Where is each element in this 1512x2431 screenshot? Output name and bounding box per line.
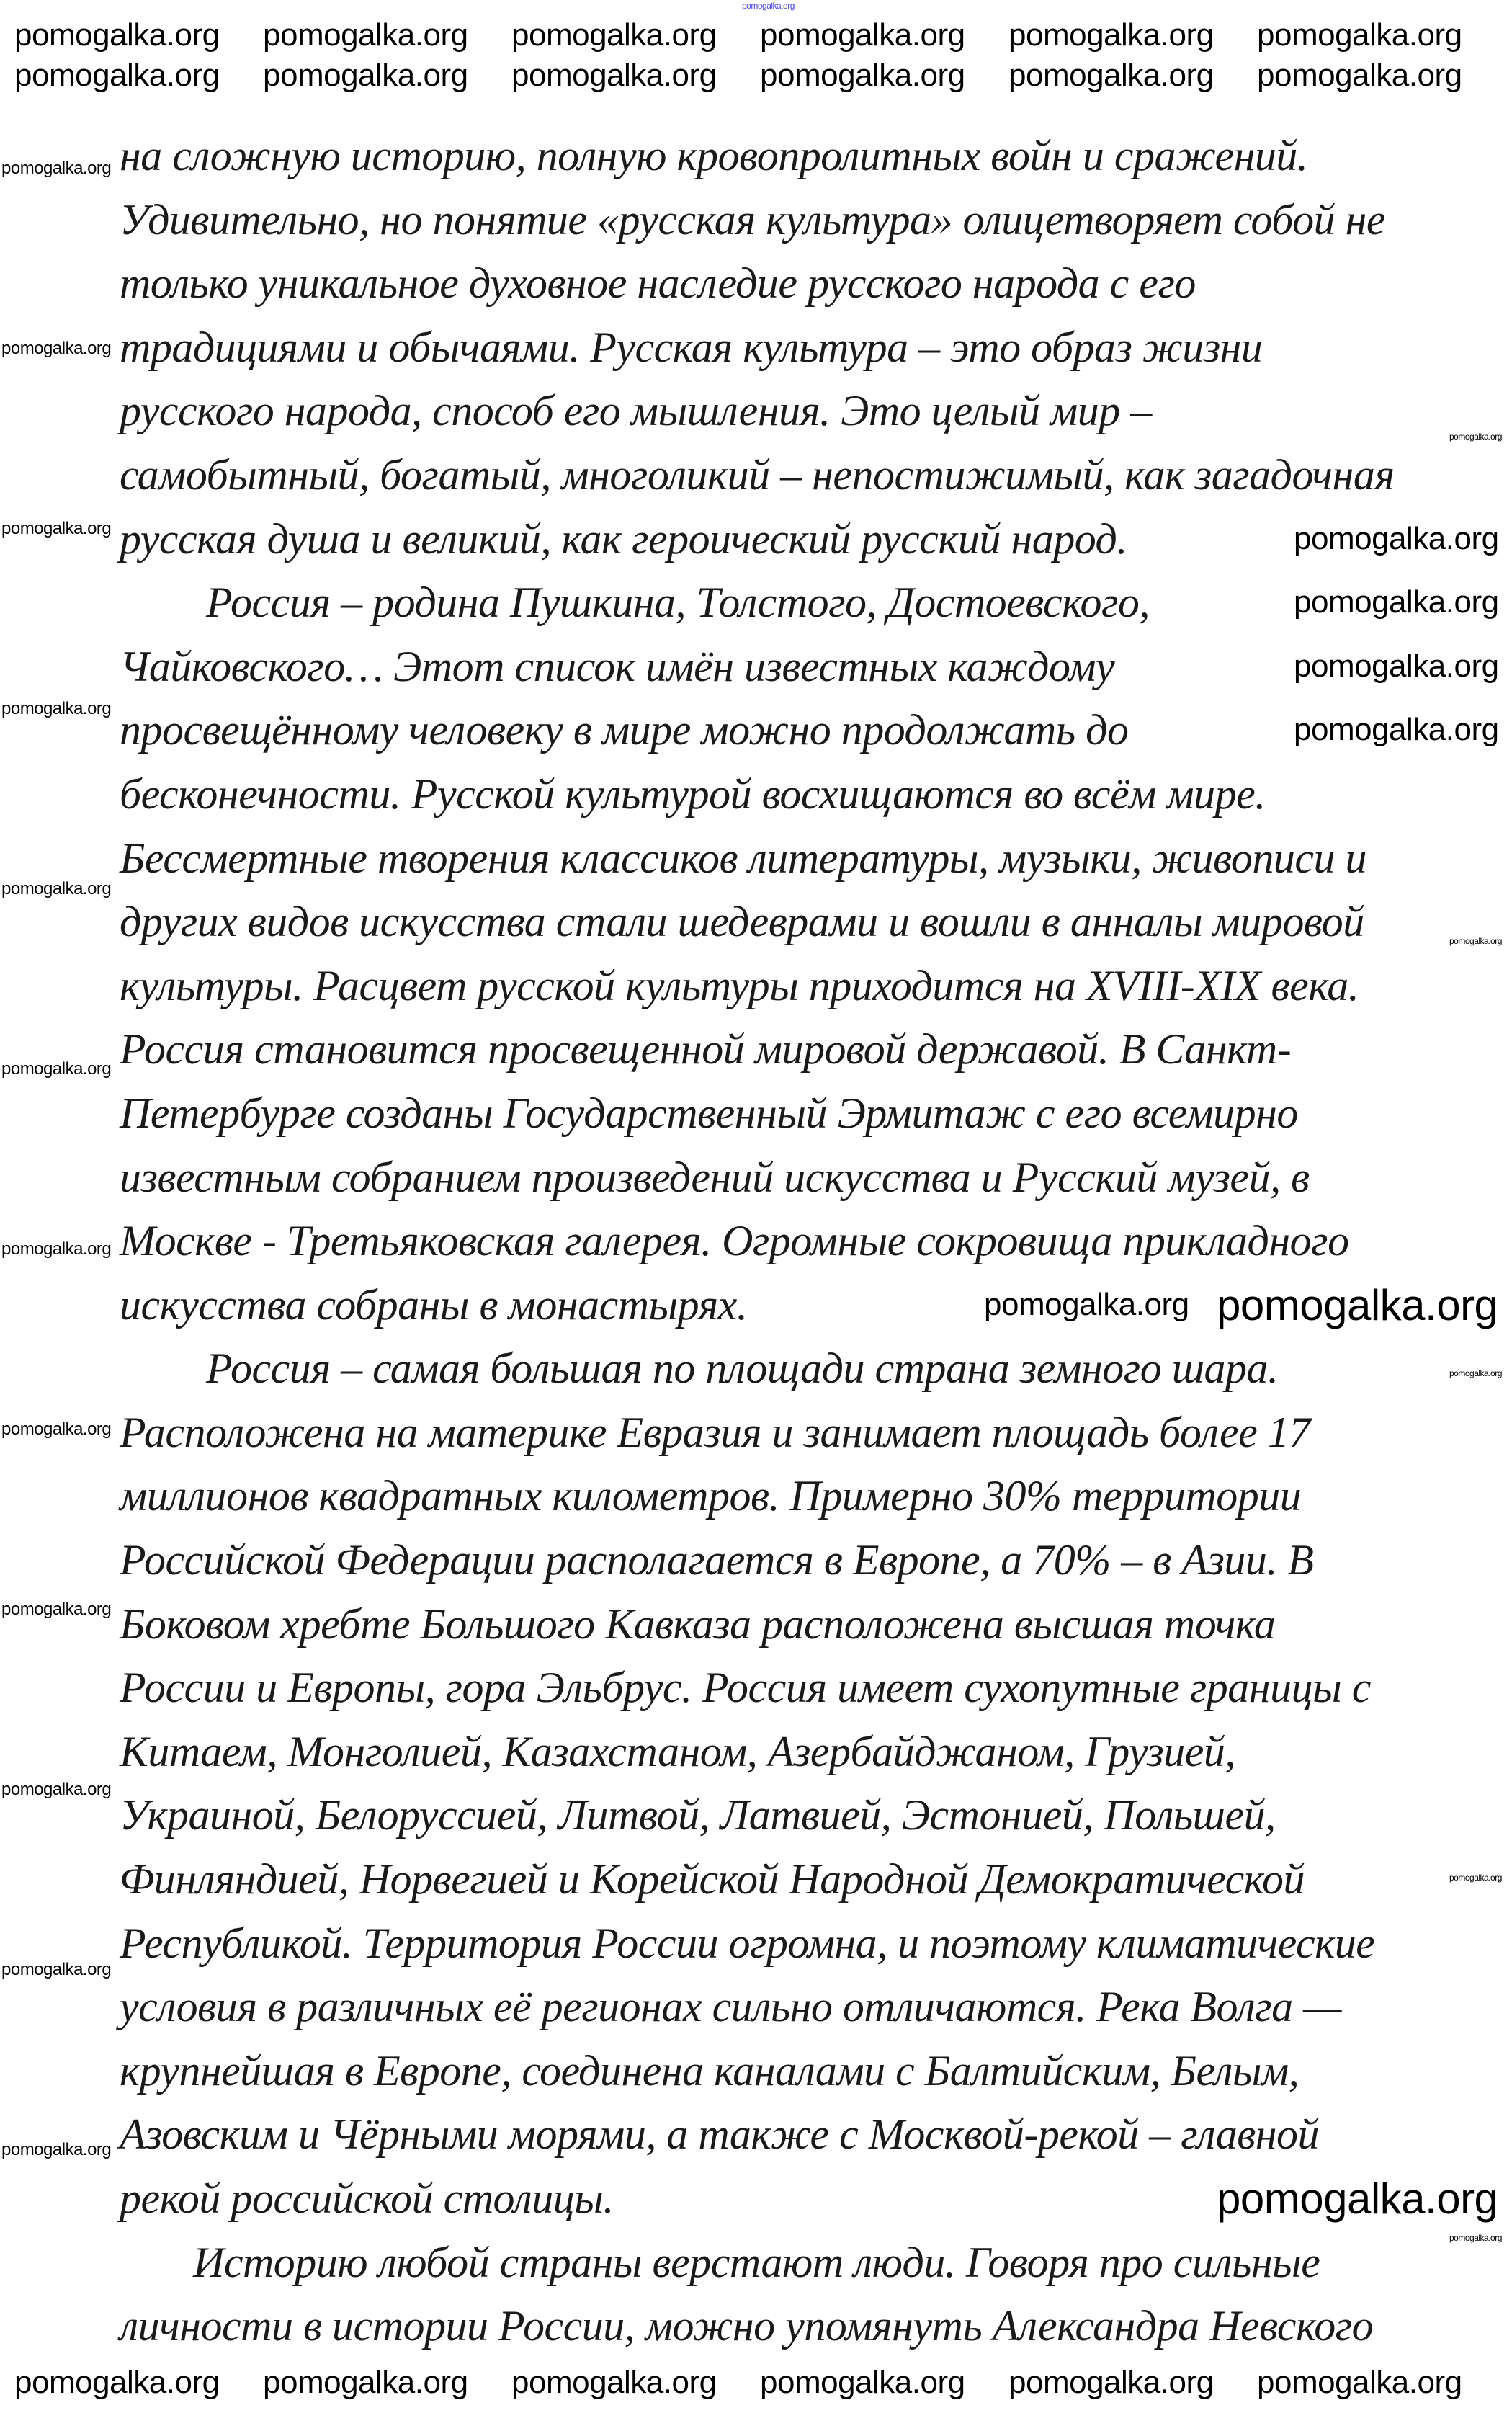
text-line: условия в различных её регионах сильно отличаются. Река Волга — bbox=[120, 1983, 1341, 2031]
text-line: самобытный, богатый, многоликий – непостижимый, как загадочная bbox=[120, 450, 1395, 499]
watermark: pomogalka.org bbox=[1449, 1368, 1502, 1378]
text-line: традициями и обычаями. Русская культура – это образ жизни bbox=[120, 323, 1263, 371]
watermark: pomogalka.org bbox=[1257, 58, 1462, 93]
text-line: Чайковского… Этот список имён известных каждому bbox=[120, 642, 1115, 690]
watermark: pomogalka.org bbox=[1449, 936, 1502, 946]
watermark: pomogalka.org bbox=[511, 2365, 717, 2400]
watermark: pomogalka.org bbox=[14, 58, 220, 93]
watermark: pomogalka.org bbox=[1, 2140, 112, 2159]
watermark: pomogalka.org bbox=[984, 1286, 1189, 1322]
text-line: миллионов квадратных километров. Примерно 30% территории bbox=[120, 1472, 1302, 1520]
text-line: культуры. Расцвет русской культуры приходится на XVIII-XIX века. bbox=[120, 961, 1359, 1009]
text-line: крупнейшая в Европе, соединена каналами с Балтийским, Белым, bbox=[120, 2046, 1299, 2095]
watermark: pomogalka.org bbox=[511, 58, 717, 93]
text-line: Российской Федерации располагается в Европе, а 70% – в Азии. В bbox=[120, 1536, 1314, 1584]
watermark: pomogalka.org bbox=[1257, 17, 1462, 53]
watermark: pomogalka.org bbox=[1294, 712, 1499, 748]
text-line: Москве - Третьяковская галерея. Огромные сокровища прикладного bbox=[120, 1217, 1349, 1265]
watermark: pomogalka.org bbox=[1449, 432, 1502, 442]
text-line: Украиной, Белоруссией, Литвой, Латвией, Эстонией, Польшей, bbox=[120, 1791, 1276, 1839]
document-body bbox=[120, 124, 1488, 2358]
watermark: pomogalka.org bbox=[760, 2365, 965, 2400]
text-line: Россия – самая большая по площади страна земного шара. bbox=[206, 1344, 1279, 1393]
text-line: личности в истории России, можно упомянуть Александра Невского bbox=[120, 2302, 1374, 2350]
watermark: pomogalka.org bbox=[1449, 2233, 1502, 2243]
text-line: Азовским и Чёрными морями, а также с Москвой-рекой – главной bbox=[120, 2110, 1320, 2159]
text-line: рекой российской столицы. bbox=[120, 2174, 614, 2222]
watermark: pomogalka.org bbox=[1, 1419, 112, 1439]
text-line: Расположена на материке Евразия и занимает площадь более 17 bbox=[120, 1408, 1310, 1456]
text-line: Китаем, Монголией, Казахстаном, Азербайджаном, Грузией, bbox=[120, 1727, 1235, 1775]
watermark: pomogalka.org bbox=[1217, 2174, 1498, 2223]
text-line: Республикой. Территория России огромна, и поэтому климатические bbox=[120, 1919, 1375, 1967]
watermark: pomogalka.org bbox=[1, 879, 112, 898]
watermark: pomogalka.org bbox=[14, 17, 220, 53]
text-line: на сложную историю, полную кровопролитных войн и сражений. bbox=[120, 132, 1308, 179]
watermark: pomogalka.org bbox=[1449, 1873, 1502, 1883]
text-line: только уникальное духовное наследие русского народа с его bbox=[120, 259, 1196, 308]
watermark: pomogalka.org bbox=[1, 699, 112, 718]
text-line: Историю любой страны верстают люди. Говоря про сильные bbox=[193, 2238, 1320, 2286]
watermark: pomogalka.org bbox=[1294, 584, 1499, 620]
watermark: pomogalka.org bbox=[14, 2365, 220, 2400]
text-line: Бессмертные творения классиков литературы, музыки, живописи и bbox=[120, 834, 1366, 882]
text-line: России и Европы, гора Эльбрус. Россия имеет сухопутные границы с bbox=[120, 1664, 1371, 1712]
watermark: pomogalka.org bbox=[263, 58, 468, 93]
watermark: pomogalka.org bbox=[263, 2365, 468, 2400]
text-line: русская душа и великий, как героический русский народ. bbox=[120, 514, 1127, 563]
text-line: других видов искусства стали шедеврами и вошли в анналы мировой bbox=[120, 898, 1364, 946]
text-line: известным собранием произведений искусства и Русский музей, в bbox=[120, 1153, 1310, 1201]
text-line: Удивительно, но понятие «русская культура» олицетворяет собой не bbox=[120, 195, 1386, 244]
text-line: искусства собраны в монастырях. bbox=[120, 1280, 748, 1329]
text-line: Финляндией, Норвегией и Корейской Народной Демократической bbox=[120, 1855, 1305, 1904]
text-line: Россия – родина Пушкина, Толстого, Достоевского, bbox=[206, 579, 1150, 627]
text-line: Боковом хребте Большого Кавказа расположена высшая точка bbox=[120, 1600, 1276, 1648]
watermark: pomogalka.org bbox=[1294, 520, 1499, 556]
watermark: pomogalka.org bbox=[1, 1780, 112, 1799]
watermark: pomogalka.org bbox=[1217, 1280, 1498, 1329]
watermark: pomogalka.org bbox=[1008, 17, 1214, 53]
text-line: просвещённому человеку в мире можно продолжать до bbox=[120, 706, 1129, 754]
watermark: pomogalka.org bbox=[760, 17, 965, 53]
watermark: pomogalka.org bbox=[1, 1239, 112, 1259]
watermark: pomogalka.org bbox=[1, 159, 112, 178]
text-line: Россия становится просвещенной мировой державой. В Санкт- bbox=[120, 1025, 1292, 1074]
watermark: pomogalka.org bbox=[1, 339, 112, 358]
watermark: pomogalka.org bbox=[1294, 648, 1499, 684]
watermark: pomogalka.org bbox=[760, 58, 965, 93]
watermark: pomogalka.org bbox=[1, 1600, 112, 1619]
text-line: Петербурге созданы Государственный Эрмитаж с его всемирно bbox=[120, 1089, 1298, 1137]
watermark: pomogalka.org bbox=[1, 1960, 112, 1979]
watermark: pomogalka.org bbox=[263, 17, 468, 53]
watermark: pomogalka.org bbox=[1, 519, 112, 538]
watermark: pomogalka.org bbox=[1008, 58, 1214, 93]
watermark: pomogalka.org bbox=[1257, 2365, 1462, 2400]
watermark: pomogalka.org bbox=[1008, 2365, 1214, 2400]
text-line: русского народа, способ его мышления. Это целый мир – bbox=[120, 387, 1152, 435]
watermark: pomogalka.org bbox=[742, 1, 795, 11]
watermark: pomogalka.org bbox=[511, 17, 717, 53]
text-line: бесконечности. Русской культурой восхищаются во всём мире. bbox=[120, 770, 1266, 818]
watermark: pomogalka.org bbox=[1, 1059, 112, 1079]
